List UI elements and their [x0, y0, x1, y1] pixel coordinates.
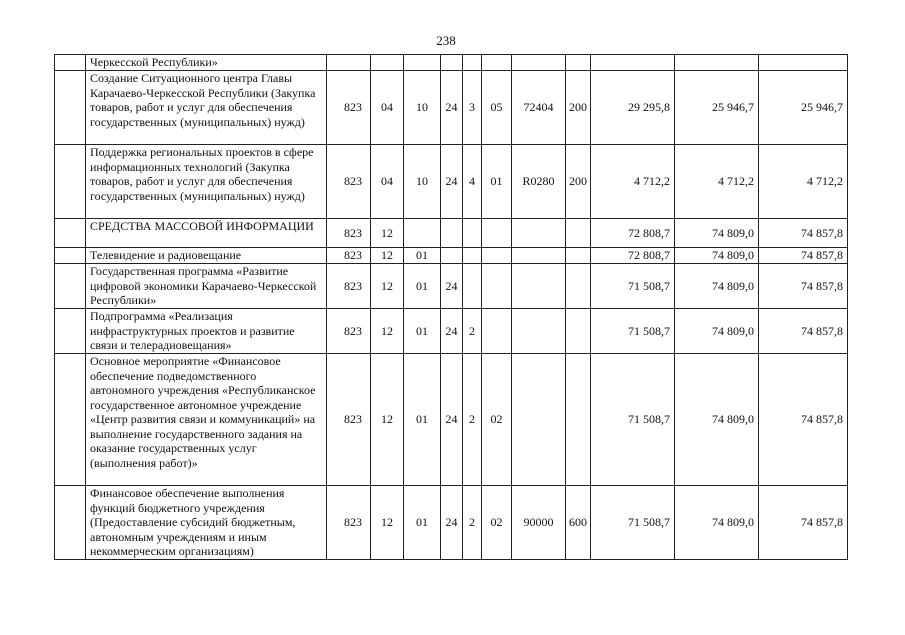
code-direction-cell — [512, 264, 566, 309]
item-name-cell: Создание Ситуационного центра Главы Карачаево-Черкесской Республики (Закупка товаров, работ и услуг для обеспечения государственных (муниципальных) нужд) — [86, 71, 327, 145]
code-subprogram-cell: 4 — [463, 145, 482, 219]
page-number: 238 — [436, 33, 456, 48]
amount-year3-cell — [759, 55, 848, 71]
row-index-cell — [55, 145, 86, 219]
code-activity-cell: 02 — [482, 354, 512, 486]
amount-year2-cell: 4 712,2 — [675, 145, 759, 219]
amount-year1-cell: 71 508,7 — [591, 354, 675, 486]
amount-year1-cell: 29 295,8 — [591, 71, 675, 145]
amount-year2-cell: 74 809,0 — [675, 486, 759, 560]
code-program-cell — [441, 219, 463, 248]
table-row — [55, 219, 848, 248]
code-ministry-cell: 823 — [327, 145, 371, 219]
item-name-cell: Телевидение и радиовещание — [86, 248, 327, 264]
code-section-cell: 12 — [371, 486, 404, 560]
code-section-cell: 12 — [371, 248, 404, 264]
code-program-cell: 24 — [441, 486, 463, 560]
table-row — [55, 264, 848, 309]
code-direction-cell — [512, 354, 566, 486]
budget-table — [54, 54, 848, 560]
code-expense-type-cell — [566, 55, 591, 71]
code-section-cell: 04 — [371, 71, 404, 145]
amount-year3-cell: 4 712,2 — [759, 145, 848, 219]
row-index-cell — [55, 354, 86, 486]
item-name-cell: Финансовое обеспечение выполнения функций бюджетного учреждения (Предоставление субсидий бюджетным, автономным учреждениям и иным некоммерческим организациям) — [86, 486, 327, 560]
row-index-cell — [55, 486, 86, 560]
amount-year1-cell: 72 808,7 — [591, 219, 675, 248]
code-section-cell: 12 — [371, 264, 404, 309]
item-name-cell: Поддержка региональных проектов в сфере информационных технологий (Закупка товаров, работ и услуг для обеспечения государственных (муниципальных) нужд) — [86, 145, 327, 219]
amount-year1-cell: 4 712,2 — [591, 145, 675, 219]
code-activity-cell — [482, 55, 512, 71]
amount-year2-cell: 74 809,0 — [675, 219, 759, 248]
item-name-cell: СРЕДСТВА МАССОВОЙ ИНФОРМАЦИИ — [86, 219, 327, 248]
amount-year3-cell: 74 857,8 — [759, 309, 848, 354]
code-expense-type-cell — [566, 354, 591, 486]
code-expense-type-cell — [566, 248, 591, 264]
amount-year3-cell: 74 857,8 — [759, 219, 848, 248]
code-program-cell: 24 — [441, 71, 463, 145]
amount-year3-cell: 74 857,8 — [759, 264, 848, 309]
code-subsection-cell: 10 — [404, 71, 441, 145]
code-subsection-cell: 01 — [404, 486, 441, 560]
item-name-cell: Основное мероприятие «Финансовое обеспечение подведомственного автономного учреждения «Республиканское государственное автономное учреждение «Центр развития связи и коммуникаций» на выполнение государственного задания на оказание государственных услуг (выполнения работ)» — [86, 354, 327, 486]
code-expense-type-cell — [566, 219, 591, 248]
code-subprogram-cell — [463, 248, 482, 264]
code-subsection-cell: 01 — [404, 248, 441, 264]
item-name-cell: Подпрограмма «Реализация инфраструктурных проектов и развитие связи и телерадиовещания» — [86, 309, 327, 354]
amount-year2-cell — [675, 55, 759, 71]
code-subsection-cell — [404, 219, 441, 248]
row-index-cell — [55, 264, 86, 309]
amount-year2-cell: 74 809,0 — [675, 354, 759, 486]
code-subprogram-cell: 2 — [463, 486, 482, 560]
row-index-cell — [55, 71, 86, 145]
code-expense-type-cell: 200 — [566, 71, 591, 145]
table-row — [55, 309, 848, 354]
code-ministry-cell: 823 — [327, 71, 371, 145]
amount-year3-cell: 25 946,7 — [759, 71, 848, 145]
code-section-cell: 12 — [371, 309, 404, 354]
amount-year2-cell: 25 946,7 — [675, 71, 759, 145]
amount-year1-cell — [591, 55, 675, 71]
code-ministry-cell: 823 — [327, 219, 371, 248]
item-name-cell: Государственная программа «Развитие цифровой экономики Карачаево-Черкесской Республики» — [86, 264, 327, 309]
row-index-cell — [55, 309, 86, 354]
code-subsection-cell: 01 — [404, 264, 441, 309]
code-expense-type-cell — [566, 264, 591, 309]
code-direction-cell — [512, 219, 566, 248]
code-direction-cell: R0280 — [512, 145, 566, 219]
code-ministry-cell: 823 — [327, 309, 371, 354]
code-program-cell — [441, 55, 463, 71]
code-ministry-cell — [327, 55, 371, 71]
code-ministry-cell: 823 — [327, 486, 371, 560]
table-row — [55, 486, 848, 560]
code-direction-cell: 72404 — [512, 71, 566, 145]
amount-year1-cell: 72 808,7 — [591, 248, 675, 264]
code-expense-type-cell: 600 — [566, 486, 591, 560]
code-ministry-cell: 823 — [327, 248, 371, 264]
amount-year1-cell: 71 508,7 — [591, 264, 675, 309]
code-subprogram-cell: 2 — [463, 309, 482, 354]
table-row — [55, 55, 848, 71]
code-subsection-cell: 01 — [404, 309, 441, 354]
code-subsection-cell: 01 — [404, 354, 441, 486]
code-section-cell — [371, 55, 404, 71]
code-activity-cell: 02 — [482, 486, 512, 560]
code-direction-cell — [512, 309, 566, 354]
code-ministry-cell: 823 — [327, 354, 371, 486]
code-direction-cell: 90000 — [512, 486, 566, 560]
code-activity-cell — [482, 309, 512, 354]
row-index-cell — [55, 55, 86, 71]
row-index-cell — [55, 248, 86, 264]
code-ministry-cell: 823 — [327, 264, 371, 309]
code-activity-cell — [482, 264, 512, 309]
amount-year3-cell: 74 857,8 — [759, 248, 848, 264]
code-subsection-cell — [404, 55, 441, 71]
code-subsection-cell: 10 — [404, 145, 441, 219]
row-index-cell — [55, 219, 86, 248]
amount-year3-cell: 74 857,8 — [759, 486, 848, 560]
amount-year1-cell: 71 508,7 — [591, 309, 675, 354]
code-section-cell: 04 — [371, 145, 404, 219]
code-program-cell: 24 — [441, 354, 463, 486]
amount-year2-cell: 74 809,0 — [675, 309, 759, 354]
table-row — [55, 354, 848, 486]
amount-year1-cell: 71 508,7 — [591, 486, 675, 560]
code-subprogram-cell: 3 — [463, 71, 482, 145]
code-activity-cell: 05 — [482, 71, 512, 145]
code-subprogram-cell: 2 — [463, 354, 482, 486]
code-program-cell — [441, 248, 463, 264]
table-row — [55, 145, 848, 219]
code-subprogram-cell — [463, 219, 482, 248]
code-expense-type-cell — [566, 309, 591, 354]
code-subprogram-cell — [463, 264, 482, 309]
code-direction-cell — [512, 248, 566, 264]
code-activity-cell — [482, 219, 512, 248]
code-program-cell: 24 — [441, 145, 463, 219]
table-row — [55, 248, 848, 264]
code-section-cell: 12 — [371, 354, 404, 486]
amount-year2-cell: 74 809,0 — [675, 264, 759, 309]
table-row — [55, 71, 848, 145]
amount-year2-cell: 74 809,0 — [675, 248, 759, 264]
item-name-cell: Черкесской Республики» — [86, 55, 327, 71]
table-body — [55, 55, 848, 560]
code-program-cell: 24 — [441, 264, 463, 309]
code-subprogram-cell — [463, 55, 482, 71]
code-expense-type-cell: 200 — [566, 145, 591, 219]
code-activity-cell: 01 — [482, 145, 512, 219]
code-activity-cell — [482, 248, 512, 264]
code-section-cell: 12 — [371, 219, 404, 248]
code-program-cell: 24 — [441, 309, 463, 354]
code-direction-cell — [512, 55, 566, 71]
amount-year3-cell: 74 857,8 — [759, 354, 848, 486]
